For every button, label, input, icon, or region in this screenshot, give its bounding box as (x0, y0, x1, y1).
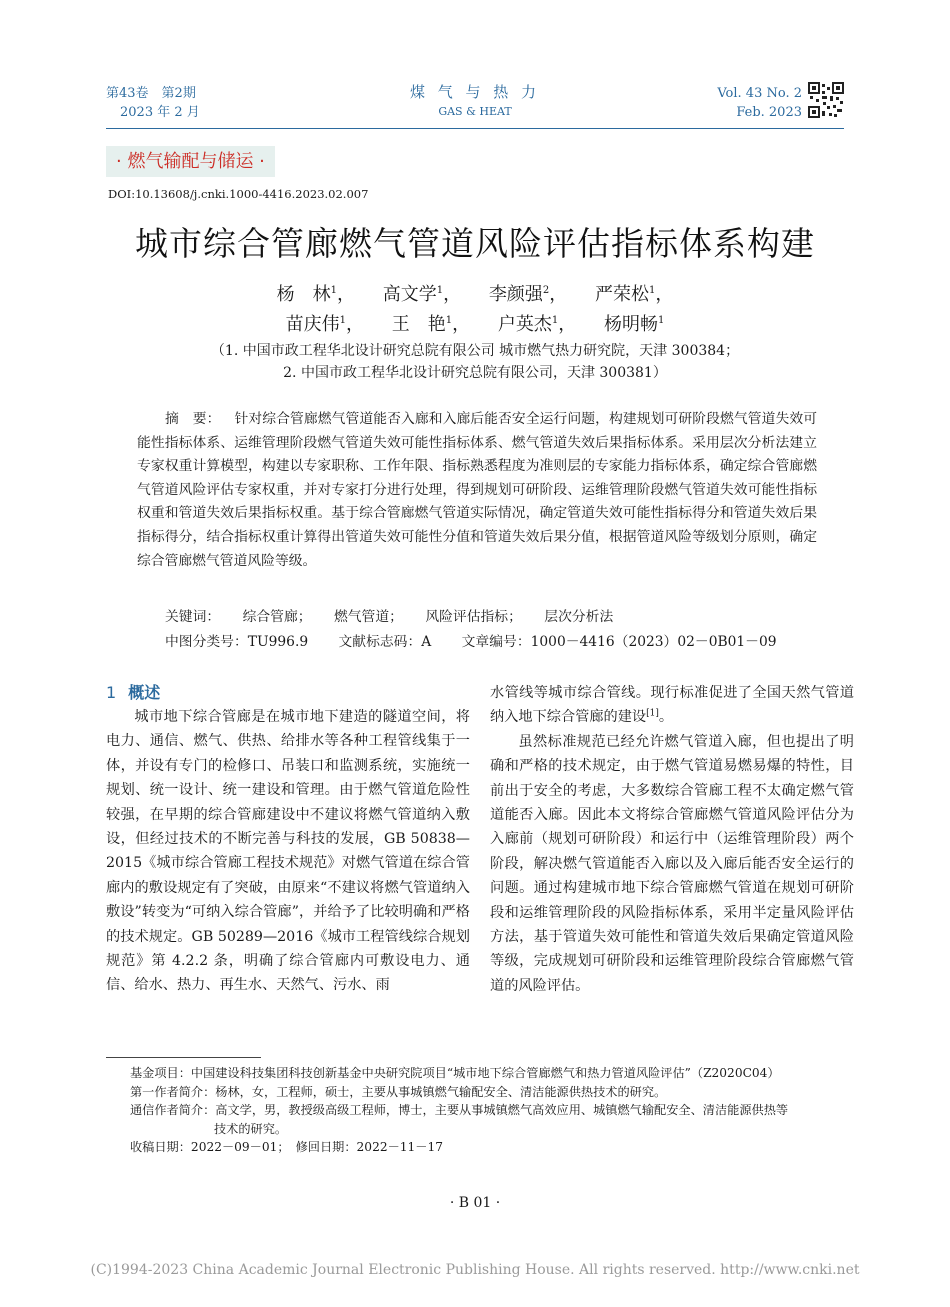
issue-date-en: Feb. 2023 (736, 105, 802, 120)
author-name: 严荣松 (594, 284, 649, 305)
volume-issue-cn: 第43卷 第2期 (106, 86, 196, 101)
classification-line (165, 630, 803, 650)
author-affil-mark: 1 (648, 285, 656, 296)
page-number: · B 01 · (449, 1195, 501, 1211)
body-paragraph: 虽然标准规范已经允许燃气管道入廊，但也提出了明确和严格的技术规定，由于燃气管道易燃易爆的特性，目前出于安全的考虑，大多数综合管廊工程不太确定燃气管道能否入廊。因此本文将综合管廊燃气管道风险评估分为入廊前（规划可研阶段）和运行中（运维管理阶段）两个阶段，解决燃气管道能否入廊以及入廊后能否安全运行的问题。通过构建城市地下综合管廊燃气管道在规划可研阶段和运维管理阶段的风险指标体系，采用半定量风险评估方法，基于管道失效可能性和管道失效后果确定管道风险等级，完成规划可研阶段和运维管理阶段综合管廊燃气管道的风险评估。 (490, 733, 854, 994)
doi: DOI:10.13608/j.cnki.1000-4416.2023.02.007 (108, 187, 369, 201)
affiliation-2: 2. 中国市政工程华北设计研究总院有限公司，天津 300381） (283, 365, 667, 381)
journal-issue-cn (106, 84, 200, 122)
journal-name-cn: 煤 气 与 热 力 (409, 83, 541, 101)
abstract-label: 摘 要： (165, 411, 221, 427)
affiliation-1: （1. 中国市政工程华北设计研究总院有限公司 城市燃气热力研究院，天津 300384； (210, 343, 740, 359)
author-name: 王 艳 (391, 314, 446, 335)
corresponding-author-note-cont: 技术的研究。 (214, 1121, 288, 1136)
footnote-divider (106, 1057, 261, 1058)
section-number: 1 (106, 683, 117, 702)
author-name: 苗庆伟 (285, 314, 340, 335)
issue-date-cn: 2023 年 2 月 (120, 105, 200, 120)
section-title: 概述 (128, 683, 161, 702)
corresponding-author-note: 通信作者简介：高文学，男，教授级高级工程师，博士，主要从事城镇燃气高效应用、城镇燃气输配安全、清洁能源供热等 (130, 1103, 789, 1117)
author-name: 杨明畅 (603, 314, 658, 335)
paper-title: 城市综合管廊燃气管道风险评估指标体系构建 (135, 224, 815, 263)
fund-note: 基金项目：中国建设科技集团科技创新基金中央研究院项目“城市地下综合管廊燃气和热力管道风险评估”（Z2020C04） (130, 1066, 780, 1080)
authors-line-1: 杨 林$^1$， 高文学$^1$， 李颜强$^2$， 严荣松$^1$， (276, 284, 674, 305)
author-affil-mark: 1 (445, 315, 453, 326)
author-affil-mark: 1 (330, 285, 338, 296)
author-affil-mark: 1 (657, 315, 665, 326)
column-tag: · 燃气输配与储运 · (106, 146, 275, 177)
received-dates: 收稿日期：2022－09－01； 修回日期：2022－11－17 (130, 1140, 443, 1154)
author-affil-mark: 1 (551, 315, 559, 326)
keyword: 层次分析法 (544, 609, 614, 625)
body-column-left (106, 705, 470, 998)
author-affil-mark: 1 (436, 285, 444, 296)
author-affil-mark: 1 (339, 315, 347, 326)
body-paragraph-continued: 水管线等城市综合管线。现行标准促进了全国天然气管道纳入地下综合管廊的建设[1]。 (490, 685, 854, 726)
journal-issue-en (700, 84, 802, 122)
keywords-label: 关键词： (165, 609, 221, 625)
clc-number: 中图分类号：TU996.9 (165, 634, 309, 650)
article-number: 文章编号：1000－4416（2023）02－0B01－09 (461, 634, 777, 650)
journal-name (380, 82, 570, 120)
first-author-note: 第一作者简介：杨林，女，工程师，硕士，主要从事城镇燃气输配安全、清洁能源供热技术的研究。 (130, 1084, 667, 1099)
header-divider (106, 128, 844, 129)
document-code: 文献标志码：A (338, 634, 432, 650)
author-name: 杨 林 (276, 284, 331, 305)
author-name: 户英杰 (497, 314, 552, 335)
journal-name-en: GAS & HEAT (438, 105, 512, 118)
keyword: 燃气管道； (333, 609, 403, 625)
abstract (137, 408, 817, 573)
citation-ref[interactable]: [1] (646, 708, 659, 719)
author-affil-mark: 2 (542, 285, 550, 296)
body-column-right (490, 681, 854, 998)
author-name: 李颜强 (488, 284, 543, 305)
keywords (165, 605, 631, 625)
abstract-text: 针对综合管廊燃气管道能否入廊和入廊后能否安全运行问题，构建规划可研阶段燃气管道失效可能性指标体系、运维管理阶段燃气管道失效可能性指标体系、燃气管道失效后果指标体系。采用层次分析法建立专家权重计算模型，构建以专家职称、工作年限、指标熟悉程度为准则层的专家能力指标体系，确定综合管廊燃气管道风险评估专家权重，并对专家打分进行处理，得到规划可研阶段、运维管理阶段燃气管道失效可能性指标权重和管道失效后果指标权重。基于综合管廊燃气管道实际情况，确定管道失效可能性指标得分和管道失效后果指标得分，结合指标权重计算得出管道失效可能性分值和管道失效后果分值，根据管道风险等级划分原则，确定综合管廊燃气管道风险等级。 (137, 411, 818, 569)
author-name: 高文学 (382, 284, 437, 305)
footnotes (130, 1064, 850, 1157)
qr-code-icon (808, 82, 844, 118)
copyright-line: (C)1994-2023 China Academic Journal Electronic Publishing House. All rights reserved. http://www.cnki.net (90, 1262, 860, 1278)
keyword: 风险评估指标； (425, 609, 522, 625)
keyword: 综合管廊； (242, 609, 312, 625)
authors-line-2: 苗庆伟$^1$， 王 艳$^1$， 户英杰$^1$， 杨明畅$^1$ (285, 314, 665, 335)
body-paragraph: 城市地下综合管廊是在城市地下建造的隧道空间，将电力、通信、燃气、供热、给排水等各种工程管线集于一体，并设有专门的检修口、吊装口和监测系统，实施统一规划、统一设计、统一建设和管理。由于燃气管道危险性较强，在早期的综合管廊建设中不建议将燃气管道纳入敷设，但经过技术的不断完善与科技的发展，GB 50838—2015《城市综合管廊工程技术规范》对燃气管道在综合管廊内的敷设规定有了突破，由原来“不建议将燃气管道纳入敷设”转变为“可纳入综合管廊”，并给予了比较明确和严格的技术规定。GB 50289—2016《城市工程管线综合规划规范》第 4.2.2 条，明确了综合管廊内可敷设电力、通信、给水、热力、再生水、天然气、污水、雨 (106, 709, 470, 994)
volume-issue-en: Vol. 43 No. 2 (717, 86, 802, 101)
section-heading (106, 680, 160, 703)
